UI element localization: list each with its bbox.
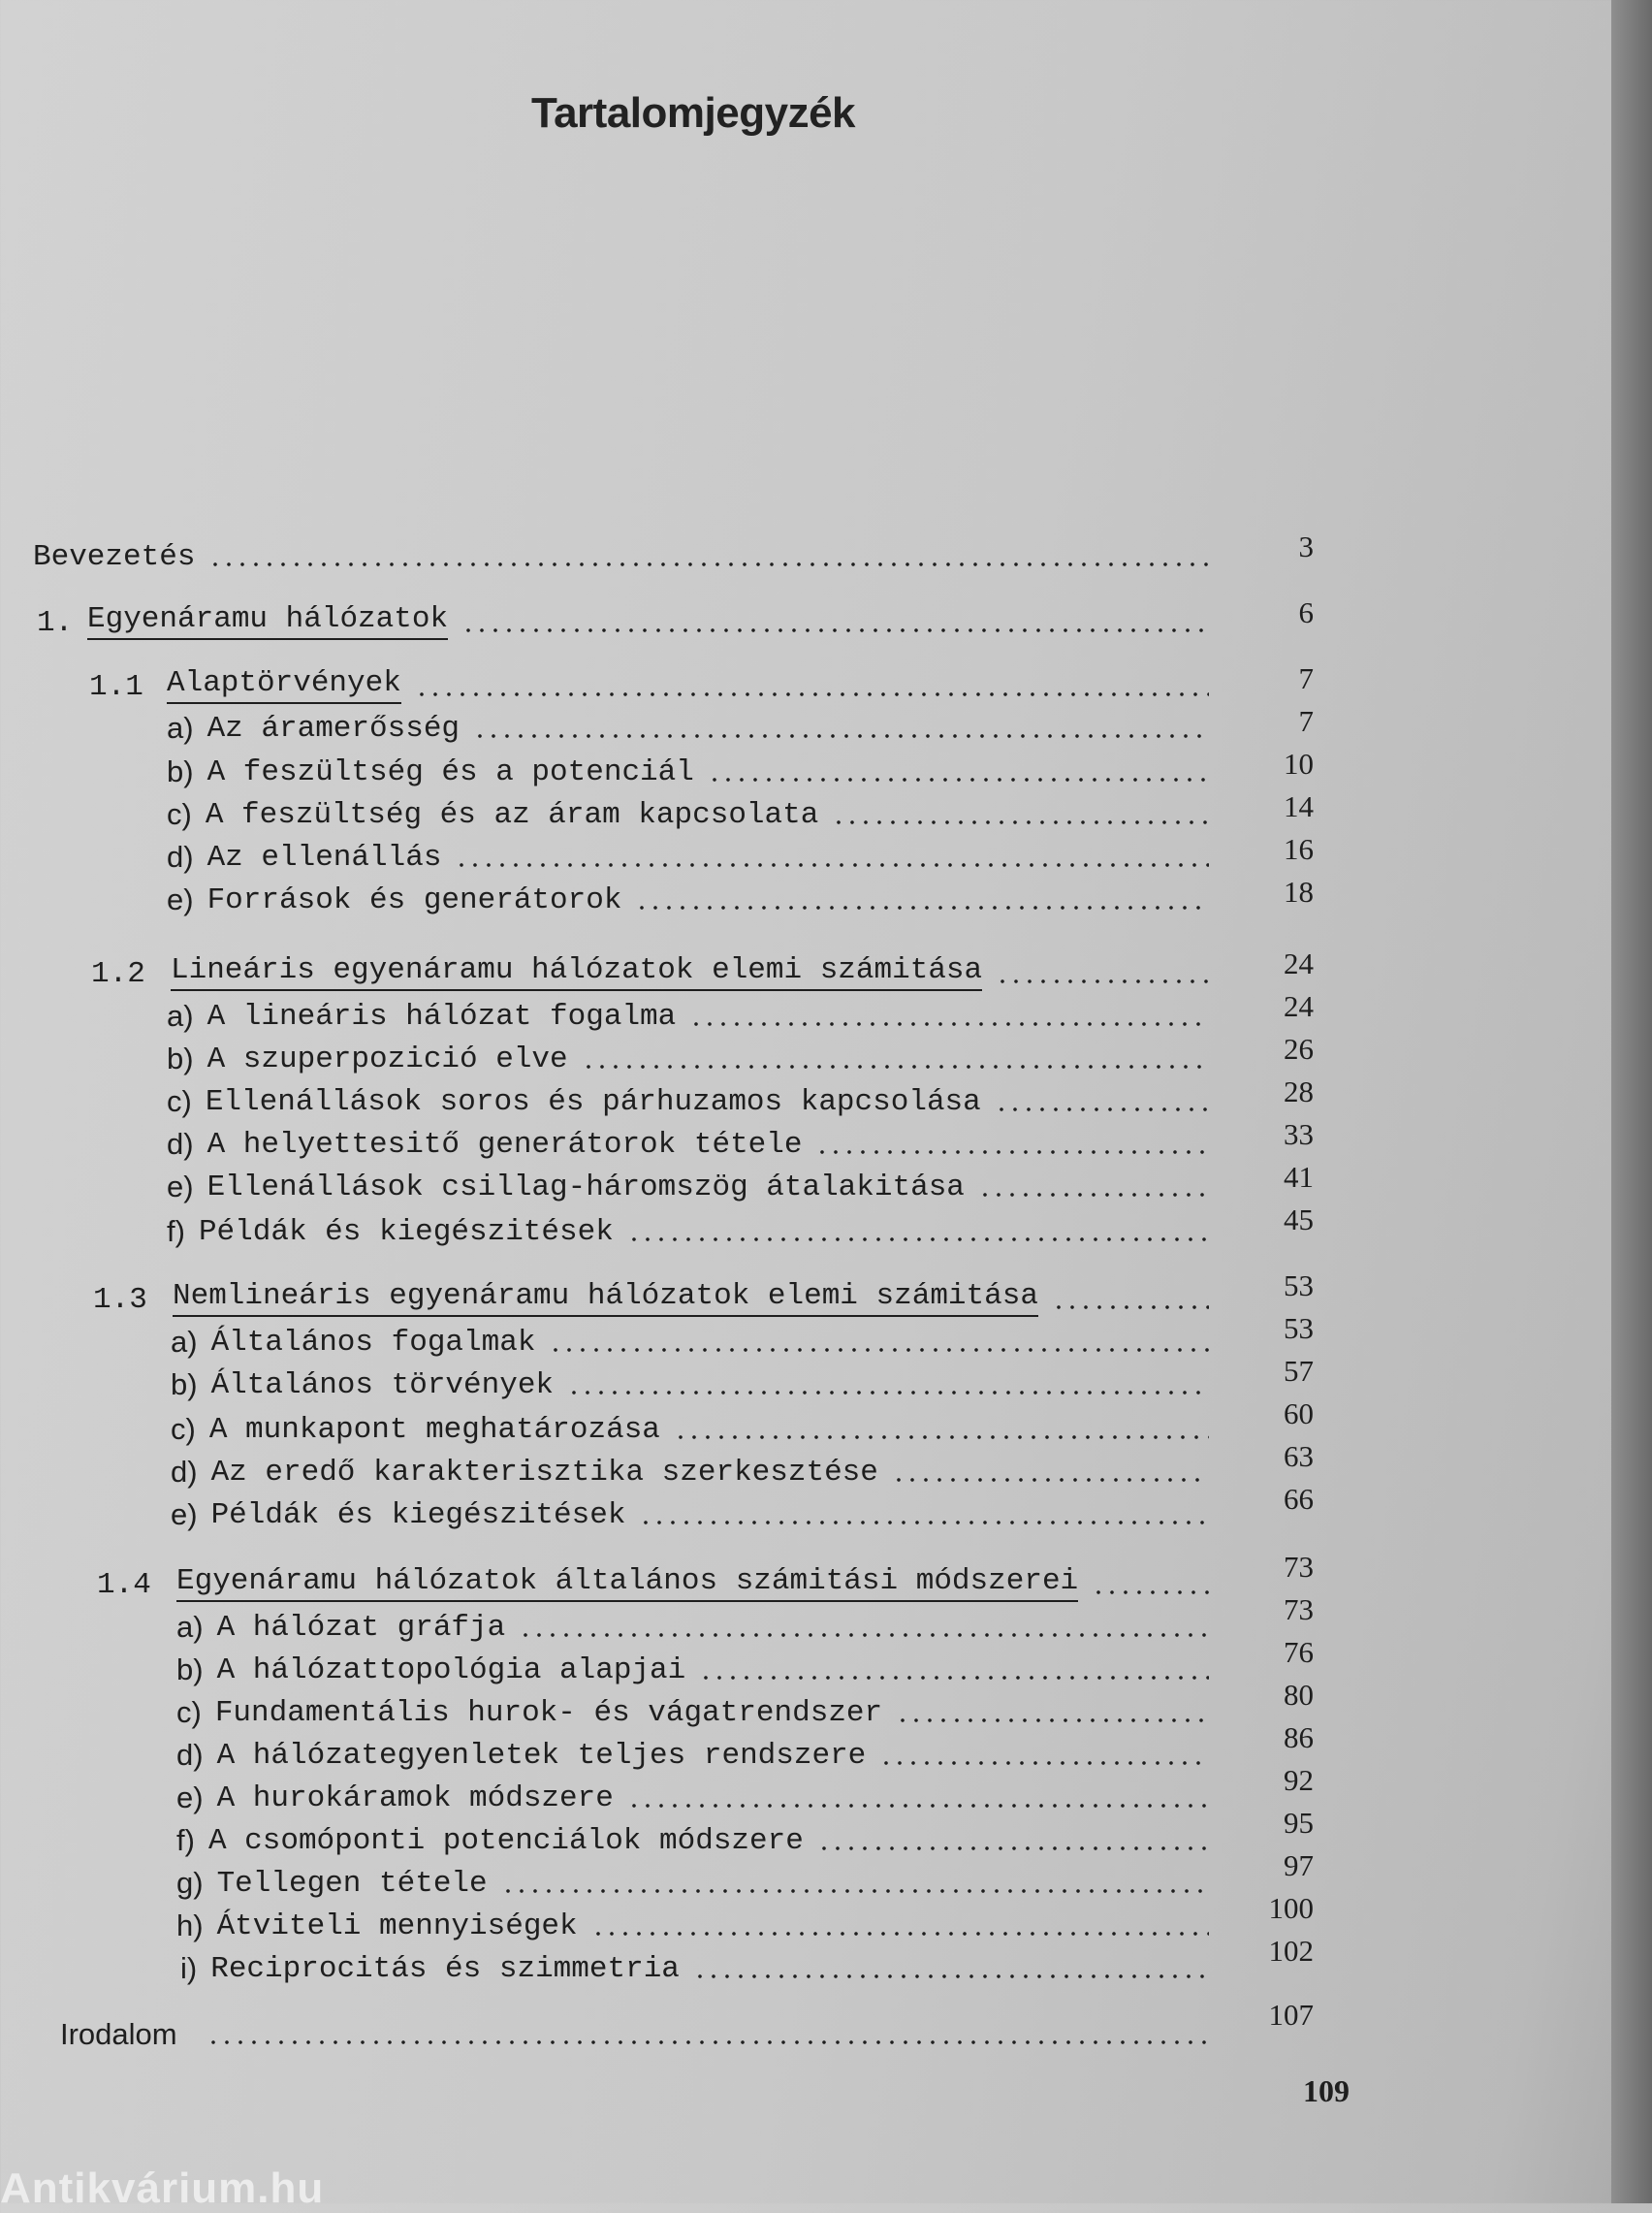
toc-entry-letter: c) xyxy=(171,1412,196,1446)
toc-entry-label: A hálózattopológia alapjai xyxy=(216,1653,686,1687)
toc-entry-label: A hálózategyenletek teljes rendszere xyxy=(216,1739,867,1773)
toc-entry-label: Egyenáramu hálózatok általános számitási módszerei xyxy=(176,1564,1078,1602)
toc-subentry xyxy=(176,1905,1221,1943)
toc-chapter xyxy=(37,601,1221,640)
toc-entry-letter: c) xyxy=(167,797,192,831)
toc-entry-label: Fundamentális hurok- és vágatrendszer xyxy=(214,1696,883,1730)
leader-dots xyxy=(582,1065,1209,1069)
toc-subentry xyxy=(167,1038,1221,1076)
toc-entry-page: 100 xyxy=(1268,1891,1314,1925)
toc-entry-number: 1.3 xyxy=(93,1283,147,1317)
toc-entry-number: 1.4 xyxy=(97,1568,151,1602)
toc-entry-label: A helyettesitő generátorok tétele xyxy=(206,1128,803,1162)
toc-entry-label: A feszültség és a potenciál xyxy=(206,755,694,789)
toc-entry-page: 86 xyxy=(1284,1720,1314,1754)
toc-entry-label: Lineáris egyenáramu hálózatok elemi számitása xyxy=(171,953,982,991)
toc-subentry xyxy=(167,1123,1221,1162)
toc-entry-letter: e) xyxy=(167,1170,194,1203)
toc-entry-label: A lineáris hálózat fogalma xyxy=(206,1000,677,1034)
toc-entry-label: Az áramerősség xyxy=(206,712,461,746)
toc-entry-label: Alaptörvények xyxy=(167,666,401,704)
toc-entry-page: 41 xyxy=(1284,1160,1314,1194)
toc-entry-letter: e) xyxy=(171,1497,198,1531)
toc-entry-page: 26 xyxy=(1284,1032,1314,1066)
toc-entry-number: 1. xyxy=(37,606,74,640)
toc-entry-page: 18 xyxy=(1284,875,1314,909)
toc-entry-page: 53 xyxy=(1284,1268,1314,1302)
toc-entry-page: 92 xyxy=(1284,1763,1314,1797)
leader-dots xyxy=(519,1633,1209,1637)
toc-entry-letter: b) xyxy=(176,1652,204,1686)
leader-dots xyxy=(627,1804,1209,1808)
leader-dots xyxy=(674,1435,1209,1439)
leader-dots xyxy=(639,1521,1209,1524)
leader-dots xyxy=(415,692,1209,696)
toc-entry-page: 80 xyxy=(1284,1678,1314,1712)
leader-dots xyxy=(817,1846,1209,1850)
leader-dots xyxy=(978,1193,1209,1197)
toc-entry-letter: b) xyxy=(167,754,194,788)
leader-dots xyxy=(208,562,1209,566)
toc-entry-number: 1.1 xyxy=(89,670,143,704)
toc-entry-label: A hurokáramok módszere xyxy=(216,1781,614,1815)
toc-entry-letter: h) xyxy=(176,1908,204,1942)
toc-entry-page: 73 xyxy=(1284,1592,1314,1626)
toc-entry-page: 28 xyxy=(1284,1074,1314,1108)
toc-entry-letter: f) xyxy=(167,1214,185,1248)
toc-entry-letter: d) xyxy=(167,840,194,874)
toc-entry-page: 107 xyxy=(1268,1998,1314,2032)
toc-entry-label: A hálózat gráfja xyxy=(216,1611,506,1645)
toc-subentry xyxy=(171,1493,1221,1532)
toc-subentry xyxy=(167,1080,1221,1119)
toc-entry-page: 66 xyxy=(1284,1482,1314,1516)
toc-entry-page: 7 xyxy=(1298,661,1314,695)
toc-subentry xyxy=(167,1166,1221,1204)
leader-dots xyxy=(689,1022,1209,1026)
leader-dots xyxy=(832,820,1209,824)
leader-dots xyxy=(699,1676,1209,1680)
leader-dots xyxy=(206,2040,1209,2044)
toc-subentry xyxy=(176,1862,1221,1901)
leader-dots xyxy=(627,1237,1209,1241)
toc-entry-page: 16 xyxy=(1284,832,1314,866)
toc-entry-letter: c) xyxy=(176,1695,202,1729)
toc-entry-page: 95 xyxy=(1284,1806,1314,1840)
toc-subentry xyxy=(167,995,1221,1034)
leader-dots xyxy=(501,1889,1209,1893)
toc-entry-label: Példák és kiegészitések xyxy=(198,1215,614,1249)
toc-section xyxy=(93,1278,1221,1317)
toc-entry-label: Az eredő karakterisztika szerkesztése xyxy=(210,1456,878,1490)
leader-dots xyxy=(591,1932,1209,1936)
toc-entry-page: 63 xyxy=(1284,1439,1314,1473)
toc-entry-letter: a) xyxy=(171,1325,198,1359)
toc-subentry xyxy=(171,1451,1221,1490)
toc-entry-letter: i) xyxy=(180,1951,198,1985)
toc-entry xyxy=(60,2013,1221,2052)
toc-entry-letter: b) xyxy=(171,1367,198,1401)
toc-entry-page: 6 xyxy=(1298,595,1314,629)
toc-subentry xyxy=(176,1777,1221,1815)
toc-entry-page: 14 xyxy=(1284,789,1314,823)
toc-entry-label: A feszültség és az áram kapcsolata xyxy=(205,798,819,832)
toc-subentry xyxy=(167,707,1221,746)
toc-entry-page: 45 xyxy=(1284,1203,1314,1236)
toc-entry-page: 57 xyxy=(1284,1354,1314,1388)
leader-dots xyxy=(549,1348,1209,1352)
toc-subentry xyxy=(167,836,1221,875)
toc-entry-label: Nemlineáris egyenáramu hálózatok elemi számitása xyxy=(173,1279,1038,1317)
toc-subentry xyxy=(167,793,1221,832)
toc-entry-label: Tellegen tétele xyxy=(216,1867,488,1901)
toc-entry-label: Források és generátorok xyxy=(206,883,622,917)
toc-subentry xyxy=(167,879,1221,917)
toc-subentry xyxy=(167,1210,1221,1249)
toc-entry-page: 24 xyxy=(1284,946,1314,980)
toc-entry-letter: a) xyxy=(167,711,194,745)
toc-entry-page: 102 xyxy=(1268,1934,1314,1968)
toc-entry-label: Átviteli mennyiségek xyxy=(216,1909,578,1943)
toc-entry-label: Általános fogalmak xyxy=(210,1326,536,1360)
toc-subentry xyxy=(171,1363,1221,1402)
toc-entry-letter: d) xyxy=(167,1127,194,1161)
toc-entry-letter: f) xyxy=(176,1823,195,1857)
toc-entry-label: Példák és kiegészitések xyxy=(210,1498,626,1532)
toc-section xyxy=(91,952,1221,991)
toc-entry-label: Ellenállások csillag-háromszög átalakitása xyxy=(206,1171,965,1204)
toc-entry-letter: d) xyxy=(176,1738,204,1772)
toc-entry-label: Az ellenállás xyxy=(206,841,442,875)
toc-entry-page: 33 xyxy=(1284,1117,1314,1151)
toc-entry-letter: c) xyxy=(167,1084,192,1118)
toc-entry-page: 97 xyxy=(1284,1848,1314,1882)
toc-entry-page: 24 xyxy=(1284,989,1314,1023)
leader-dots xyxy=(461,628,1209,632)
toc-entry-label: Reciprocitás és szimmetria xyxy=(210,1952,680,1986)
toc-subentry xyxy=(176,1691,1221,1730)
toc-entry-letter: b) xyxy=(167,1042,194,1075)
toc-subentry xyxy=(180,1947,1221,1986)
leader-dots xyxy=(708,778,1209,782)
toc-subentry xyxy=(176,1649,1221,1687)
book-spine-shadow xyxy=(1611,0,1652,2203)
toc-section xyxy=(97,1563,1221,1602)
toc-subentry xyxy=(171,1321,1221,1360)
toc-entry-letter: g) xyxy=(176,1866,204,1900)
leader-dots xyxy=(1092,1590,1209,1594)
toc-entry-page: 10 xyxy=(1284,747,1314,781)
watermark: Antikvárium.hu xyxy=(0,2165,325,2212)
leader-dots xyxy=(693,1974,1209,1978)
toc-entry-label: Egyenáramu hálózatok xyxy=(87,602,448,640)
leader-dots xyxy=(1052,1305,1209,1309)
toc-entry-letter: e) xyxy=(176,1780,204,1814)
toc-entry-number: 1.2 xyxy=(91,957,145,991)
toc-subentry xyxy=(171,1408,1221,1447)
toc-subentry xyxy=(176,1734,1221,1773)
leader-dots xyxy=(879,1761,1209,1765)
toc-entry-label: A szuperpozició elve xyxy=(206,1042,568,1076)
toc-entry-page: 53 xyxy=(1284,1311,1314,1345)
leader-dots xyxy=(892,1478,1209,1482)
toc-section xyxy=(89,665,1221,704)
toc-entry-letter: a) xyxy=(167,999,194,1033)
leader-dots xyxy=(896,1718,1209,1722)
leader-dots xyxy=(996,979,1209,983)
leader-dots xyxy=(635,906,1209,910)
toc-entry-label: Bevezetés xyxy=(33,540,196,574)
toc-entry-page: 60 xyxy=(1284,1396,1314,1430)
toc-entry-letter: d) xyxy=(171,1455,198,1489)
leader-dots xyxy=(455,863,1209,867)
toc-subentry xyxy=(176,1606,1221,1645)
toc-entry-label: Általános törvények xyxy=(210,1368,555,1402)
toc-entry-letter: a) xyxy=(176,1610,204,1644)
page-title: Tartalomjegyzék xyxy=(530,89,856,137)
toc-entry-page: 7 xyxy=(1298,704,1314,738)
leader-dots xyxy=(815,1150,1209,1154)
toc-entry xyxy=(33,535,1221,574)
toc-entry-page: 3 xyxy=(1298,529,1314,563)
toc-entry-label: Ellenállások soros és párhuzamos kapcsolása xyxy=(205,1085,981,1119)
toc-subentry xyxy=(167,751,1221,789)
toc-subentry xyxy=(176,1819,1221,1858)
leader-dots xyxy=(567,1391,1209,1395)
toc-entry-label: Irodalom xyxy=(60,2017,177,2051)
toc-entry-label: A csomóponti potenciálok módszere xyxy=(207,1824,804,1858)
leader-dots xyxy=(473,734,1209,738)
page-number: 109 xyxy=(1303,2073,1350,2108)
toc-entry-page: 73 xyxy=(1284,1550,1314,1584)
leader-dots xyxy=(995,1107,1209,1111)
toc-entry-letter: e) xyxy=(167,882,194,916)
toc-entry-page: 76 xyxy=(1284,1635,1314,1669)
toc-entry-label: A munkapont meghatározása xyxy=(208,1413,660,1447)
